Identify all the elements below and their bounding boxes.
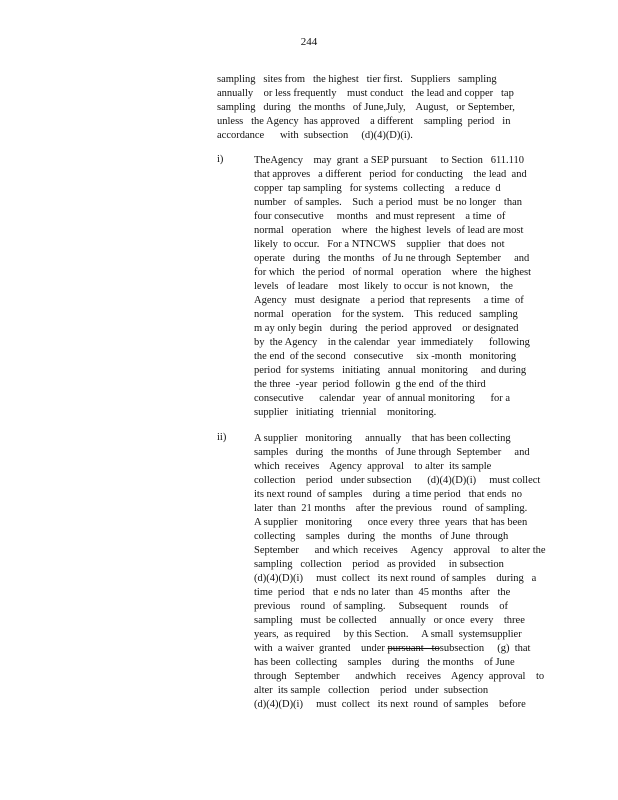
page-number: 244 — [300, 36, 318, 48]
text-line: for which the period of normal operation where the highest — [254, 267, 532, 278]
text-line: sampling sites from the highest tier first. Suppliers sampling — [217, 74, 497, 85]
text-line: likely to occur. For a NTNCWS supplier that does not — [254, 239, 505, 250]
text-line: accordance with subsection (d)(4)(D)(i). — [217, 130, 413, 141]
text-line: time period that e nds no later than 45 months after the — [254, 587, 511, 598]
text-line: levels of leadare most likely to occur is not known, the — [254, 281, 513, 292]
text-line: A supplier monitoring annually that has been collecting — [254, 433, 511, 444]
text-line: its next round of samples during a time period that ends no — [254, 489, 522, 500]
text-line: period for systems initiating annual monitoring and during — [254, 365, 527, 376]
item-label: i) — [217, 154, 224, 165]
text-line: four consecutive months and must represent a time of — [254, 211, 506, 222]
text-line: supplier initiating triennial monitoring. — [254, 407, 437, 418]
text-line: later than 21 months after the previous round of sampling. — [254, 503, 528, 514]
text-line: September and which receives Agency approval to alter the — [254, 545, 546, 556]
text-line: normal operation where the highest levels of lead are most — [254, 225, 524, 236]
text-line: collecting samples during the months of June through — [254, 531, 509, 542]
text-line: collection period under subsection (d)(4)(D)(i) must collect — [254, 475, 541, 486]
text-line: A supplier monitoring once every three years that has been — [254, 517, 528, 528]
text-line: sampling collection period as provided in subsection — [254, 559, 504, 570]
text-line: number of samples. Such a period must be no longer than — [254, 197, 522, 208]
text-line: previous round of sampling. Subsequent rounds of — [254, 601, 509, 612]
text-segment: with a waiver granted under — [254, 643, 388, 654]
text-line: the end of the second consecutive six -month monitoring — [254, 351, 517, 362]
text-line: which receives Agency approval to alter its sample — [254, 461, 492, 472]
text-line: unless the Agency has approved a different sampling period in — [217, 116, 511, 127]
struck-text: pursuant to — [387, 643, 440, 654]
text-line: has been collecting samples during the months of June — [254, 657, 515, 668]
text-line: Agency must designate a period that represents a time of — [254, 295, 524, 306]
text-line: normal operation for the system. This reduced sampling — [254, 309, 518, 320]
text-line-with-strike — [254, 642, 530, 656]
text-segment: subsection (g) that — [439, 643, 531, 654]
text-line: years, as required by this Section. A small systemsupplier — [254, 629, 522, 640]
text-line: that approves a different period for conducting the lead and — [254, 169, 527, 180]
text-line: annually or less frequently must conduct the lead and copper tap — [217, 88, 514, 99]
text-line: through September andwhich receives Agency approval to — [254, 671, 545, 682]
text-line: consecutive calendar year of annual monitoring for a — [254, 393, 510, 404]
text-line: sampling during the months of June,July, August, or September, — [217, 102, 515, 113]
text-line: sampling must be collected annually or once every three — [254, 615, 525, 626]
text-line: (d)(4)(D)(i) must collect its next round of samples during a — [254, 573, 537, 584]
item-label: ii) — [217, 432, 227, 443]
text-line: samples during the months of June through September and — [254, 447, 530, 458]
text-line: copper tap sampling for systems collecting a reduce d — [254, 183, 501, 194]
text-line: TheAgency may grant a SEP pursuant to Section 611.110 — [254, 155, 525, 166]
text-line: operate during the months of Ju ne through September and — [254, 253, 530, 264]
text-line: m ay only begin during the period approved or designated — [254, 323, 519, 334]
text-line: by the Agency in the calendar year immediately following — [254, 337, 530, 348]
text-line: the three -year period followin g the end of the third — [254, 379, 486, 390]
text-line: (d)(4)(D)(i) must collect its next round of samples before — [254, 699, 526, 710]
text-line: alter its sample collection period under subsection — [254, 685, 489, 696]
